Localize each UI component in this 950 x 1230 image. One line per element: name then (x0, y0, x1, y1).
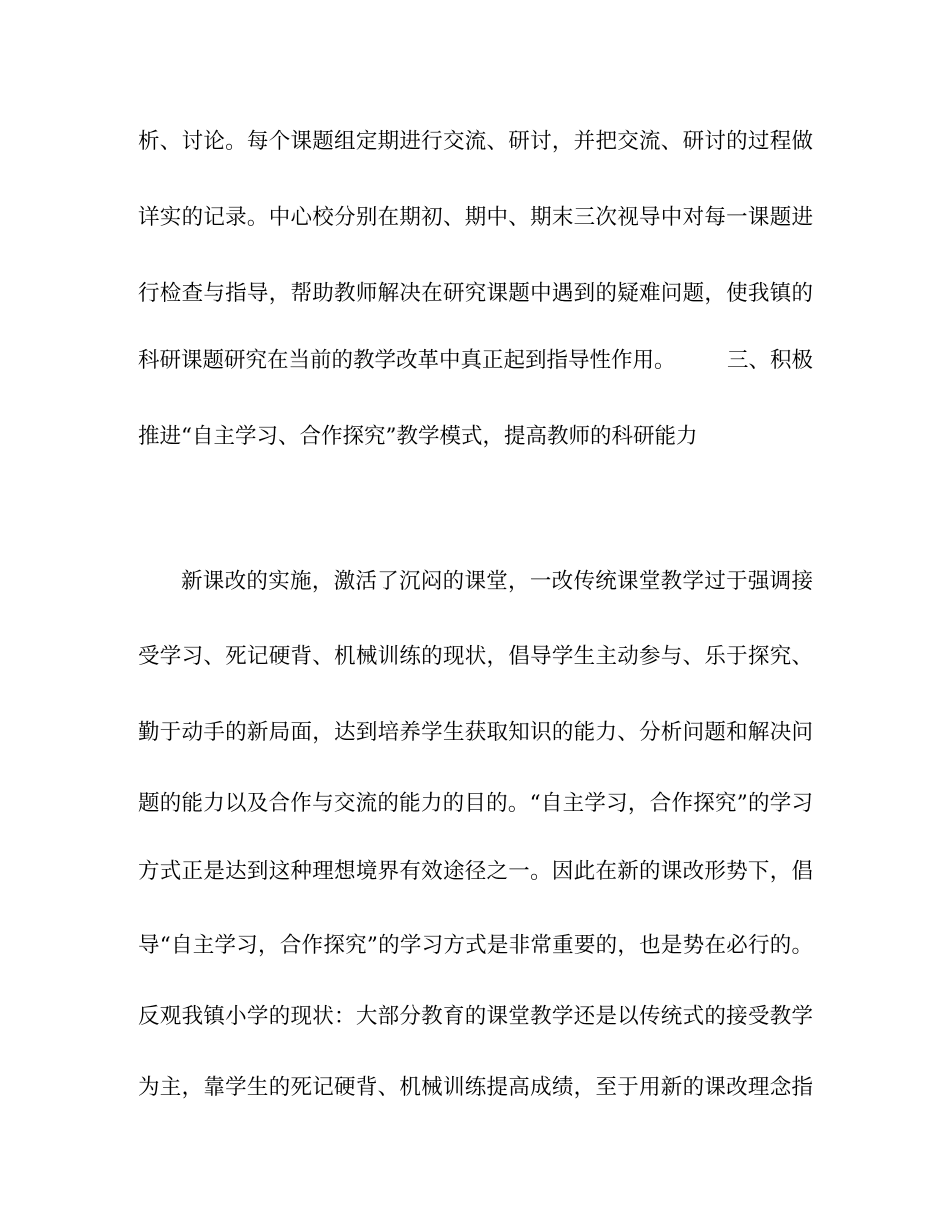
paragraph-line-4: 题的能力以及合作与交流的能力的目的。“自主学习，合作探究”的学习 (138, 791, 813, 816)
paragraph-line-1: 新课改的实施，激活了沉闷的课堂，一改传统课堂教学过于强调接 (181, 569, 813, 594)
paragraph-line-8: 为主，靠学生的死记硬背、机械训练提高成绩，至于用新的课改理念指 (138, 1075, 813, 1100)
paragraph-line-5: 方式正是达到这种理想境界有效途径之一。因此在新的课改形势下，倡 (138, 859, 813, 884)
section-heading-start: 三、积极 (726, 348, 813, 373)
paragraph-line-2: 受学习、死记硬背、机械训练的现状，倡导学生主动参与、乐于探究、 (138, 644, 813, 669)
section-heading-continued: 推进“自主学习、合作探究”教学模式，提高教师的科研能力 (138, 424, 698, 449)
text-line-3: 行检查与指导，帮助教师解决在研究课题中遇到的疑难问题，使我镇的 (138, 281, 813, 306)
paragraph-line-7: 反观我镇小学的现状：大部分教育的课堂教学还是以传统式的接受教学 (138, 1004, 813, 1029)
text-line-4-body: 科研课题研究在当前的教学改革中真正起到指导性作用。 (138, 348, 676, 373)
paragraph-line-3: 勤于动手的新局面，达到培养学生获取知识的能力、分析问题和解决问 (138, 720, 813, 745)
text-line-1: 析、讨论。每个课题组定期进行交流、研讨，并把交流、研讨的过程做 (138, 129, 813, 154)
text-line-2: 详实的记录。中心校分别在期初、期中、期末三次视导中对每一课题进 (138, 205, 813, 230)
paragraph-line-6: 导“自主学习，合作探究”的学习方式是非常重要的，也是势在必行的。 (138, 933, 813, 958)
text-line-4 (138, 346, 813, 376)
